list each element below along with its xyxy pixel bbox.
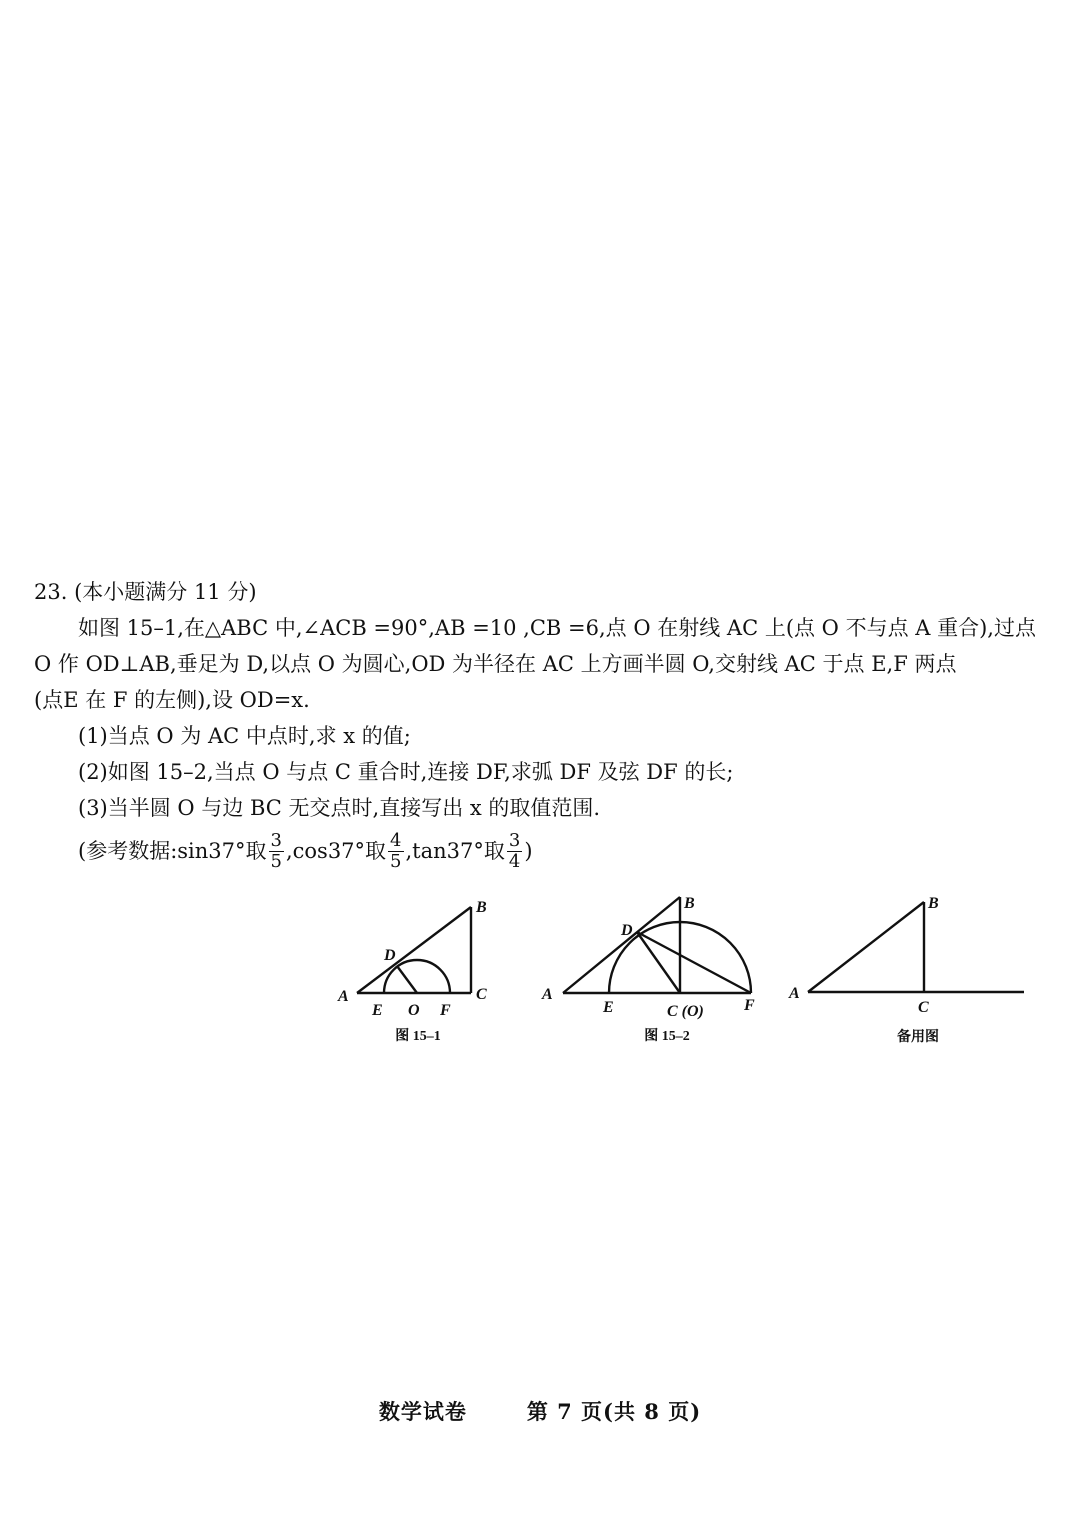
figure-15-2 (541, 895, 755, 1044)
problem-stem-line-3: (点E 在 F 的左侧),设 OD=x. (34, 688, 310, 712)
fig1-label-c: C (476, 986, 487, 1003)
sin-fraction (269, 831, 284, 872)
fig1-caption: 图 15–1 (395, 1029, 441, 1044)
fig1-side-ab (357, 907, 471, 993)
problem-stem-line-1: 如图 15–1,在△ABC 中,∠ACB =90°,AB =10 ,CB =6,点 O 在射线 AC 上(点 O 不与点 A 重合),过点 (78, 616, 1036, 640)
fig1-segment-od (397, 966, 417, 993)
page-footer (0, 1396, 1080, 1426)
question-3: (3)当半圆 O 与边 BC 无交点时,直接写出 x 的取值范围. (78, 796, 601, 820)
cos-numerator: 4 (390, 829, 402, 851)
fig1-label-e: E (372, 1002, 383, 1019)
problem-stem-line-2: O 作 OD⊥AB,垂足为 D,以点 O 为圆心,OD 为半径在 AC 上方画半圆 O,交射线 AC 于点 E,F 两点 (34, 652, 957, 676)
fig2-label-c: C (O) (667, 1003, 704, 1020)
fig1-label-f: F (440, 1002, 451, 1019)
fig2-label-f: F (744, 997, 755, 1014)
fig3-side-ab (808, 902, 924, 992)
tan-denominator: 4 (508, 850, 521, 872)
figure-15-1 (337, 899, 487, 1044)
fig3-label-a: A (789, 985, 800, 1002)
figure-spare (788, 895, 1024, 1045)
problem-header: 23. (本小题满分 11 分) (34, 580, 257, 604)
fig2-label-b: B (684, 895, 695, 912)
reference-mid-2: ,tan37°取 (405, 839, 505, 863)
cos-denominator: 5 (390, 850, 402, 872)
fig2-label-e: E (603, 999, 614, 1016)
fig3-caption: 备用图 (897, 1030, 939, 1045)
sin-numerator: 3 (270, 829, 282, 851)
reference-prefix: (参考数据:sin37°取 (78, 839, 267, 863)
cos-fraction (388, 831, 403, 872)
fig2-chord-df (637, 932, 751, 993)
question-2: (2)如图 15–2,当点 O 与点 C 重合时,连接 DF,求弧 DF 及弦 DF 的长; (78, 760, 734, 784)
problem-23 (34, 574, 1044, 874)
fig3-label-c: C (918, 999, 929, 1016)
question-1: (1)当点 O 为 AC 中点时,求 x 的值; (78, 724, 411, 748)
footer-page-number: 第 7 页(共 8 页) (526, 1399, 702, 1424)
fig1-label-d: D (384, 947, 396, 964)
footer-subject: 数学试卷 (378, 1399, 467, 1424)
figures-svg (330, 890, 1030, 1060)
fig2-label-d: D (621, 922, 633, 939)
fig2-label-a: A (542, 986, 553, 1003)
fig2-caption: 图 15–2 (644, 1029, 690, 1044)
reference-mid-1: ,cos37°取 (285, 839, 387, 863)
fig1-label-a: A (338, 988, 349, 1005)
sin-denominator: 5 (270, 850, 282, 872)
figures-row (330, 890, 1030, 1060)
fig1-label-o: O (408, 1002, 420, 1019)
tan-fraction (507, 831, 522, 872)
reference-suffix: ) (524, 839, 533, 863)
fig3-label-b: B (928, 895, 939, 912)
tan-numerator: 3 (508, 829, 521, 851)
fig2-segment-cd (637, 932, 680, 993)
fig1-label-b: B (476, 899, 487, 916)
reference-data (34, 828, 1044, 874)
